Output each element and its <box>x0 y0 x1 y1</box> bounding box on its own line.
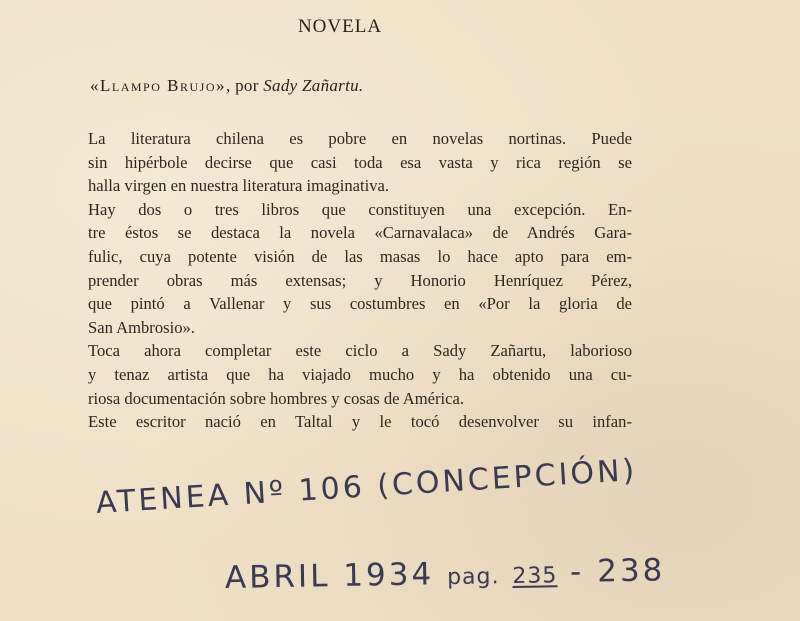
text-line: tre éstos se destaca la novela «Carnavalaca» de Andrés Gara- <box>88 223 632 243</box>
author-name: Sady Zañartu. <box>263 76 364 95</box>
text-line: sin hipérbole decirse que casi toda esa vasta y rica región se <box>88 152 632 172</box>
text-line: riosa documentación sobre hombres y cosas de América. <box>88 388 465 408</box>
text-line: Hay dos o tres libros que constituyen una excepción. En- <box>88 199 632 219</box>
text-line: fulic, cuya potente visión de las masas lo hace apto para em- <box>88 246 632 266</box>
handwritten-page-from: 235 <box>512 563 558 589</box>
text-line: halla virgen en nuestra literatura imaginativa. <box>88 176 390 196</box>
by-text: , por <box>226 76 264 95</box>
review-subtitle <box>90 76 363 96</box>
article-body <box>88 127 632 434</box>
text-line: La literatura chilena es pobre en novelas nortinas. Puede <box>88 129 632 148</box>
text-line: San Ambrosio». <box>88 317 195 337</box>
book-title: «Llampo Brujo» <box>90 76 226 95</box>
handwritten-page-to: 238 <box>596 552 666 590</box>
handwritten-source-note: ATENEA Nº 106 (CONCEPCIÓN) <box>94 452 639 521</box>
section-heading: NOVELA <box>297 16 383 37</box>
handwritten-month: ABRIL <box>224 558 331 596</box>
handwritten-dash: - <box>569 553 585 590</box>
handwritten-pag: pag. <box>446 564 500 591</box>
handwritten-date-pages <box>225 552 666 596</box>
text-line: que pintó a Vallenar y sus costumbres en «Por la gloria de <box>88 294 632 314</box>
text-line: prender obras más extensas; y Honorio Henríquez Pérez, <box>88 270 632 290</box>
text-line: Este escritor nació en Taltal y le tocó desenvolver su infan- <box>88 412 632 432</box>
text-line: y tenaz artista que ha viajado mucho y ha obtenido una cu- <box>88 364 632 384</box>
text-line: Toca ahora completar este ciclo a Sady Zañartu, laborioso <box>88 341 632 361</box>
handwritten-year: 1934 <box>342 556 435 594</box>
